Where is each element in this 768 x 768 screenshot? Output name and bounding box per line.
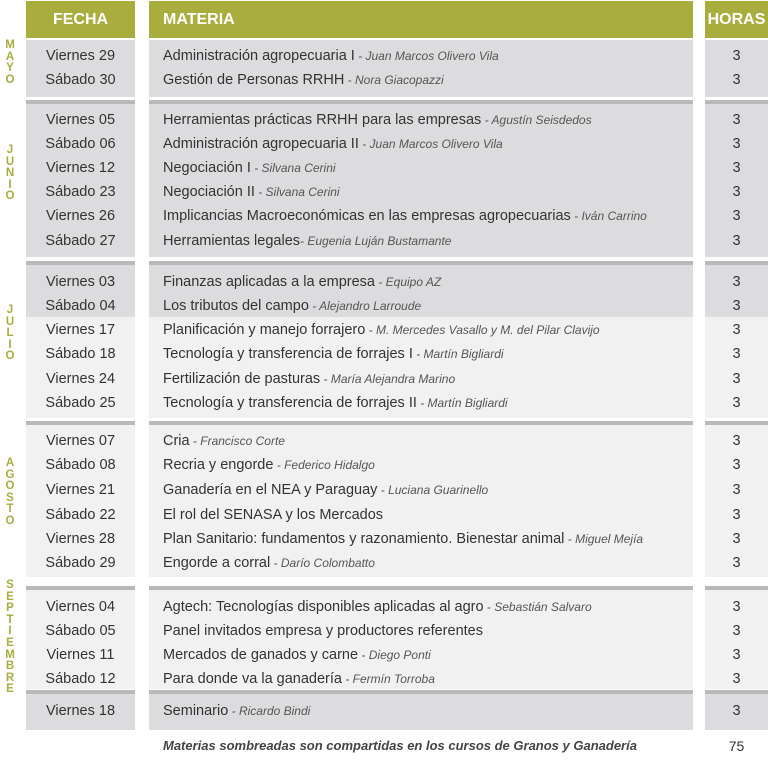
row-horas: 3 xyxy=(732,72,741,88)
row-horas: 3 xyxy=(732,274,741,290)
table-row xyxy=(0,551,768,575)
row-horas: 3 xyxy=(732,371,741,387)
month-letter: I xyxy=(8,338,12,351)
row-professor: - Federico Hidalgo xyxy=(273,458,375,472)
row-professor: - María Alejandra Marino xyxy=(320,372,456,386)
row-fecha: Sábado 06 xyxy=(45,136,116,152)
table-row xyxy=(0,667,768,691)
row-materia xyxy=(163,527,693,551)
table-row xyxy=(0,270,768,294)
row-horas: 3 xyxy=(732,482,741,498)
row-materia-title: Panel invitados empresa y productores referentes xyxy=(163,623,483,639)
row-materia-title: Plan Sanitario: fundamentos y razonamiento. Bienestar animal xyxy=(163,531,565,547)
month-letter: I xyxy=(8,178,12,191)
row-professor: - Eugenia Luján Bustamante xyxy=(300,234,452,248)
row-professor: - Silvana Cerini xyxy=(254,185,340,199)
month-letter: O xyxy=(5,350,15,363)
section-divider xyxy=(149,586,693,590)
table-row xyxy=(0,204,768,228)
row-materia xyxy=(163,229,693,253)
month-letter: R xyxy=(5,671,15,684)
row-horas: 3 xyxy=(732,623,741,639)
month-letter: A xyxy=(5,457,15,469)
row-fecha: Viernes 03 xyxy=(45,274,116,290)
month-letter: T xyxy=(6,503,14,516)
section-divider xyxy=(149,421,693,425)
row-fecha: Viernes 04 xyxy=(45,599,116,615)
row-professor: - Martín Bigliardi xyxy=(412,347,504,361)
month-letter: M xyxy=(5,39,15,51)
month-letter: L xyxy=(6,327,14,340)
row-fecha: Viernes 17 xyxy=(45,322,116,338)
month-letter: U xyxy=(5,155,15,168)
table-row xyxy=(0,44,768,68)
row-horas: 3 xyxy=(732,298,741,314)
row-materia-title: Negociación II xyxy=(163,184,255,200)
table-row xyxy=(0,478,768,502)
section-divider xyxy=(705,421,768,425)
row-fecha: Sábado 12 xyxy=(45,671,116,687)
row-fecha: Viernes 29 xyxy=(45,48,116,64)
row-materia xyxy=(163,699,693,723)
row-horas: 3 xyxy=(732,184,741,200)
section-divider xyxy=(149,261,693,265)
row-horas: 3 xyxy=(732,160,741,176)
row-fecha: Viernes 26 xyxy=(45,208,116,224)
row-materia-title: Tecnología y transferencia de forrajes I xyxy=(163,346,413,362)
row-professor: - Silvana Cerini xyxy=(250,161,336,175)
table-row xyxy=(0,108,768,132)
row-materia xyxy=(163,478,693,502)
row-horas: 3 xyxy=(732,599,741,615)
row-horas: 3 xyxy=(732,531,741,547)
month-letter: Y xyxy=(6,62,14,75)
section-divider xyxy=(705,586,768,590)
table-row xyxy=(0,643,768,667)
row-materia xyxy=(163,68,693,92)
row-materia xyxy=(163,270,693,294)
row-professor: - Nora Giacopazzi xyxy=(344,73,444,87)
row-professor: - Luciana Guarinello xyxy=(377,483,489,497)
table-row xyxy=(0,68,768,92)
row-horas: 3 xyxy=(732,395,741,411)
month-letter: E xyxy=(6,683,14,696)
row-materia xyxy=(163,44,693,68)
table-row xyxy=(0,338,768,366)
row-materia-title: Tecnología y transferencia de forrajes II xyxy=(163,395,417,411)
table-row xyxy=(0,527,768,551)
row-horas: 3 xyxy=(732,233,741,249)
row-fecha: Sábado 22 xyxy=(45,507,116,523)
row-materia xyxy=(163,156,693,180)
table-row xyxy=(0,132,768,156)
row-fecha: Viernes 05 xyxy=(45,112,116,128)
section-divider xyxy=(26,421,135,425)
row-fecha: Sábado 29 xyxy=(45,555,116,571)
row-materia xyxy=(163,429,693,453)
row-fecha: Sábado 18 xyxy=(45,346,116,362)
row-professor: - Miguel Mejía xyxy=(564,532,644,546)
month-letter: I xyxy=(8,625,12,638)
row-materia xyxy=(163,318,693,342)
month-letter: O xyxy=(5,73,15,86)
row-horas: 3 xyxy=(732,671,741,687)
row-professor: - M. Mercedes Vasallo y M. del Pilar Clavijo xyxy=(365,323,600,337)
header-materia: MATERIA xyxy=(149,1,693,38)
row-fecha: Sábado 05 xyxy=(45,623,116,639)
row-fecha: Sábado 04 xyxy=(45,298,116,314)
header-horas: HORAS xyxy=(705,1,768,38)
row-materia xyxy=(163,342,693,366)
section-divider xyxy=(149,100,693,104)
row-professor: - Francisco Corte xyxy=(189,434,285,448)
row-professor: - Juan Marcos Olivero Vila xyxy=(354,49,499,63)
row-fecha: Sábado 23 xyxy=(45,184,116,200)
row-horas: 3 xyxy=(732,208,741,224)
header-fecha: FECHA xyxy=(26,1,135,38)
footer-note: Materias sombreadas son compartidas en los cursos de Granos y Ganadería xyxy=(163,738,637,753)
row-materia-title: Para donde va la ganadería xyxy=(163,671,342,687)
row-fecha: Viernes 21 xyxy=(45,482,116,498)
row-materia xyxy=(163,108,693,132)
row-horas: 3 xyxy=(732,136,741,152)
row-materia-title: Cria xyxy=(163,433,190,449)
row-materia-title: Implicancias Macroeconómicas en las empresas agropecuarias xyxy=(163,208,571,224)
table-row xyxy=(0,699,768,723)
row-professor: - Alejandro Larroude xyxy=(308,299,422,313)
row-materia xyxy=(163,453,693,477)
row-professor: - Sebastián Salvaro xyxy=(483,600,592,614)
row-professor: - Juan Marcos Olivero Vila xyxy=(358,137,503,151)
section-divider xyxy=(705,261,768,265)
row-materia xyxy=(163,503,693,527)
row-professor: - Equipo AZ xyxy=(374,275,442,289)
row-professor: - Martín Bigliardi xyxy=(416,396,508,410)
row-materia xyxy=(163,551,693,575)
month-letter: N xyxy=(5,167,15,180)
table-row xyxy=(0,156,768,180)
row-materia-title: Herramientas prácticas RRHH para las empresas xyxy=(163,112,482,128)
month-letter: E xyxy=(6,636,14,649)
section-divider xyxy=(26,586,135,590)
table-row xyxy=(0,367,768,391)
month-letter: P xyxy=(6,602,14,615)
row-materia xyxy=(163,667,693,691)
row-materia-title: Los tributos del campo xyxy=(163,298,309,314)
month-letter: O xyxy=(5,514,15,527)
row-professor: - Diego Ponti xyxy=(358,648,431,662)
row-materia-title: Negociación I xyxy=(163,160,251,176)
row-horas: 3 xyxy=(732,703,741,719)
month-letter: G xyxy=(5,468,15,481)
row-materia xyxy=(163,595,693,619)
row-horas: 3 xyxy=(732,555,741,571)
table-row xyxy=(0,294,768,318)
row-fecha: Viernes 24 xyxy=(45,371,116,387)
month-letter: A xyxy=(5,50,15,63)
row-materia-title: Seminario xyxy=(163,703,229,719)
table-row xyxy=(0,595,768,619)
row-materia-title: Engorde a corral xyxy=(163,555,271,571)
row-materia-title: Herramientas legales xyxy=(163,233,301,249)
month-letter: M xyxy=(5,648,15,661)
month-letter: O xyxy=(5,480,15,493)
row-materia-title: Agtech: Tecnologías disponibles aplicadas al agro xyxy=(163,599,484,615)
row-professor: - Iván Carrino xyxy=(570,209,647,223)
row-fecha: Sábado 08 xyxy=(45,457,116,473)
row-materia-title: Fertilización de pasturas xyxy=(163,371,321,387)
month-letter: O xyxy=(5,190,15,203)
row-horas: 3 xyxy=(732,322,741,338)
row-fecha: Viernes 18 xyxy=(45,703,116,719)
row-fecha: Sábado 30 xyxy=(45,72,116,88)
row-professor: - Agustín Seisdedos xyxy=(481,113,592,127)
row-fecha: Viernes 28 xyxy=(45,531,116,547)
row-professor: - Ricardo Bindi xyxy=(228,704,311,718)
row-horas: 3 xyxy=(732,48,741,64)
table-row xyxy=(0,391,768,415)
month-letter: U xyxy=(5,315,15,328)
row-professor: - Darío Colombatto xyxy=(270,556,375,570)
total-hours: 75 xyxy=(728,738,745,754)
row-horas: 3 xyxy=(732,507,741,523)
month-letter: J xyxy=(6,144,14,156)
month-letter: S xyxy=(6,491,14,504)
month-letter: E xyxy=(6,590,14,603)
section-divider xyxy=(26,261,135,265)
row-materia-title: Mercados de ganados y carne xyxy=(163,647,359,663)
row-horas: 3 xyxy=(732,647,741,663)
row-materia-title: Administración agropecuaria I xyxy=(163,48,355,64)
row-horas: 3 xyxy=(732,112,741,128)
section-divider xyxy=(26,100,135,104)
month-letter: J xyxy=(6,304,14,316)
section-divider xyxy=(705,100,768,104)
row-fecha: Viernes 12 xyxy=(45,160,116,176)
table-row xyxy=(0,619,768,643)
row-materia-title: Administración agropecuaria II xyxy=(163,136,359,152)
row-materia-title: Gestión de Personas RRHH xyxy=(163,72,345,88)
row-materia xyxy=(163,204,693,228)
row-horas: 3 xyxy=(732,433,741,449)
row-materia-title: Recria y engorde xyxy=(163,457,274,473)
table-row xyxy=(0,429,768,453)
table-row xyxy=(0,315,768,342)
row-materia xyxy=(163,294,693,318)
table-row xyxy=(0,180,768,204)
row-fecha: Viernes 11 xyxy=(46,647,115,663)
row-fecha: Sábado 25 xyxy=(45,395,116,411)
row-materia-title: Finanzas aplicadas a la empresa xyxy=(163,274,375,290)
row-materia xyxy=(163,367,693,391)
row-materia-title: El rol del SENASA y los Mercados xyxy=(163,507,384,523)
row-materia xyxy=(163,132,693,156)
row-materia xyxy=(163,619,693,643)
month-letter: S xyxy=(6,579,14,591)
table-row xyxy=(0,453,768,477)
row-materia xyxy=(163,643,693,667)
row-materia-title: Ganadería en el NEA y Paraguay xyxy=(163,482,378,498)
row-materia-title: Planificación y manejo forrajero xyxy=(163,322,366,338)
row-materia xyxy=(163,180,693,204)
row-materia xyxy=(163,391,693,415)
row-fecha: Viernes 07 xyxy=(45,433,116,449)
row-horas: 3 xyxy=(732,346,741,362)
row-fecha: Sábado 27 xyxy=(45,233,116,249)
row-horas: 3 xyxy=(732,457,741,473)
month-letter: T xyxy=(6,613,14,626)
table-row xyxy=(0,503,768,527)
month-letter: B xyxy=(5,660,15,673)
table-row xyxy=(0,229,768,253)
row-professor: - Fermín Torroba xyxy=(341,672,435,686)
